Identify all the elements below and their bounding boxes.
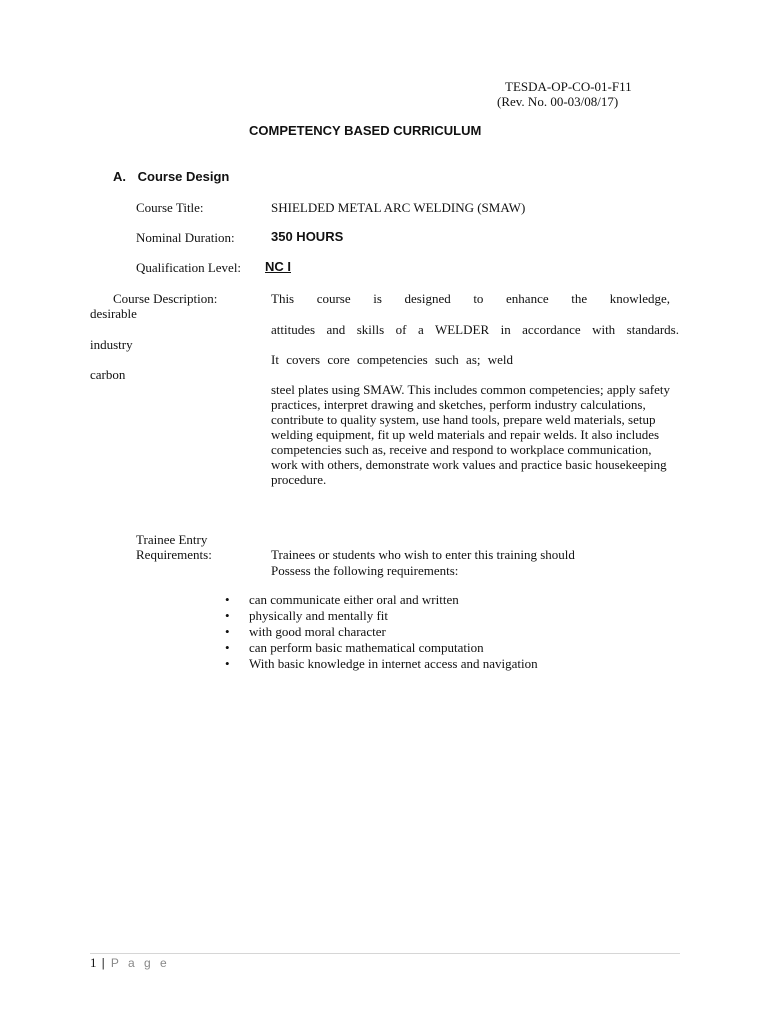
page-separator: | xyxy=(101,955,105,970)
page-word: P a g e xyxy=(110,956,170,970)
description-line-2: attitudes and skills of a WELDER in accordance with standards. xyxy=(271,322,679,337)
entry-text-line-2: Possess the following requirements: xyxy=(271,563,459,578)
entry-label-line-1: Trainee Entry xyxy=(136,532,208,547)
duration-value: 350 HOURS xyxy=(271,229,344,244)
description-label: Course Description: xyxy=(113,291,218,306)
section-heading-text: Course Design xyxy=(137,169,230,184)
description-stray-word-2: industry xyxy=(90,337,133,352)
document-code: TESDA-OP-CO-01-F11 xyxy=(505,79,632,94)
description-stray-word-1: desirable xyxy=(90,306,137,321)
page-title: COMPETENCY BASED CURRICULUM xyxy=(249,123,482,138)
entry-text-line-1: Trainees or students who wish to enter this training should xyxy=(271,547,575,562)
qualification-label: Qualification Level: xyxy=(136,260,242,275)
section-heading xyxy=(113,169,229,184)
description-line-1: This course is designed to enhance the knowledge, xyxy=(271,291,670,306)
revision-number: (Rev. No. 00-03/08/17) xyxy=(497,94,619,109)
entry-label-line-2: Requirements: xyxy=(136,547,212,562)
list-item: • can perform basic mathematical computation xyxy=(222,640,538,656)
course-title-value: SHIELDED METAL ARC WELDING (SMAW) xyxy=(271,200,526,215)
description-stray-word-3: carbon xyxy=(90,367,126,382)
page-footer xyxy=(90,955,170,971)
requirements-list xyxy=(222,592,538,672)
footer-divider xyxy=(90,953,680,954)
duration-label: Nominal Duration: xyxy=(136,230,235,245)
page-number: 1 xyxy=(90,955,97,970)
list-item: • can communicate either oral and written xyxy=(222,592,538,608)
description-line-3: It covers core competencies such as; weld xyxy=(271,352,514,367)
section-label: A. xyxy=(113,169,126,184)
qualification-value: NC I xyxy=(265,259,291,274)
description-body: steel plates using SMAW. This includes common competencies; apply safety practices, interpret drawing and sketches, perform industry calculations, contribute to quality system, use hand tools, prepare weld materials, setup welding equipment, fit up weld materials and repair welds. It also includes competencies such as, receive and respond to workplace communication, work with others, demonstrate work values and practice basic housekeeping procedure. xyxy=(271,382,671,487)
list-item: • with good moral character xyxy=(222,624,538,640)
course-title-label: Course Title: xyxy=(136,200,204,215)
list-item: • With basic knowledge in internet access and navigation xyxy=(222,656,538,672)
list-item: • physically and mentally fit xyxy=(222,608,538,624)
